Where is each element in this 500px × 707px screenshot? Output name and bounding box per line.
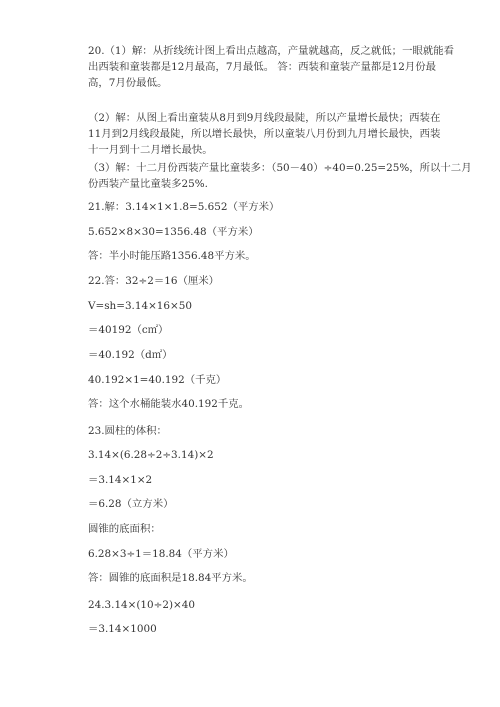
text-line: （2）解：从图上看出童装从8月到9月线段最陡，所以产量增长最快；西装在 (88, 112, 441, 124)
q23-answer: 答：圆锥的底面积是18.84平方米。 (88, 572, 253, 584)
q23-line3: ＝6.28（立方米） (88, 498, 174, 510)
q20-part1 (88, 43, 455, 91)
q22-line2: V=sh=3.14×16×50 (88, 300, 192, 312)
q22-line5: 40.192×1=40.192（千克） (88, 374, 227, 386)
q24-line1: 24.3.14×(10÷2)×40 (88, 599, 195, 611)
q23-sub: 圆锥的底面积： (88, 523, 161, 535)
text-line: （3）解：十二月份西装产量比童装多：（50－40）÷40=0.25=25%，所以十二月 (88, 162, 472, 174)
q24-line2: ＝3.14×1000 (88, 623, 157, 635)
text-line: 出西装和童装都是12月最高，7月最低。 答：西装和童装产量都是12月份最 (88, 61, 437, 73)
text-line: 高，7月份最低。 (88, 77, 168, 89)
q21-answer: 答：半小时能压路1356.48平方米。 (88, 250, 256, 262)
q22-answer: 答：这个水桶能装水40.192千克。 (88, 398, 250, 410)
q20-part2 (88, 110, 441, 158)
q23-title: 23.圆柱的体积： (88, 425, 167, 437)
text-line: 11月到2月线段最陡，所以增长最快，所以童装八月份到九月增长最快，西装 (88, 128, 441, 140)
text-line: 十一月到十二月增长最快。 (88, 144, 213, 156)
q22-line3: ＝40192（c㎡） (88, 324, 169, 336)
q21-line1: 21.解：3.14×1×1.8=5.652（平方米） (88, 201, 280, 213)
q23-line4: 6.28×3÷1＝18.84（平方米） (88, 548, 234, 560)
q23-line1: 3.14×(6.28÷2÷3.14)×2 (88, 449, 214, 461)
q20-part3 (88, 160, 472, 192)
q22-line4: ＝40.192（d㎡） (88, 349, 173, 361)
q21-line2: 5.652×8×30=1356.48（平方米） (88, 226, 259, 238)
text-line: 份西装产量比童装多25%. (88, 178, 208, 190)
q22-line1: 22.答：32÷2＝16（厘米） (88, 275, 220, 287)
q23-line2: ＝3.14×1×2 (88, 474, 153, 486)
text-line: 20.（1）解：从折线统计图上看出点越高，产量就越高，反之就低；一眼就能看 (88, 45, 455, 57)
